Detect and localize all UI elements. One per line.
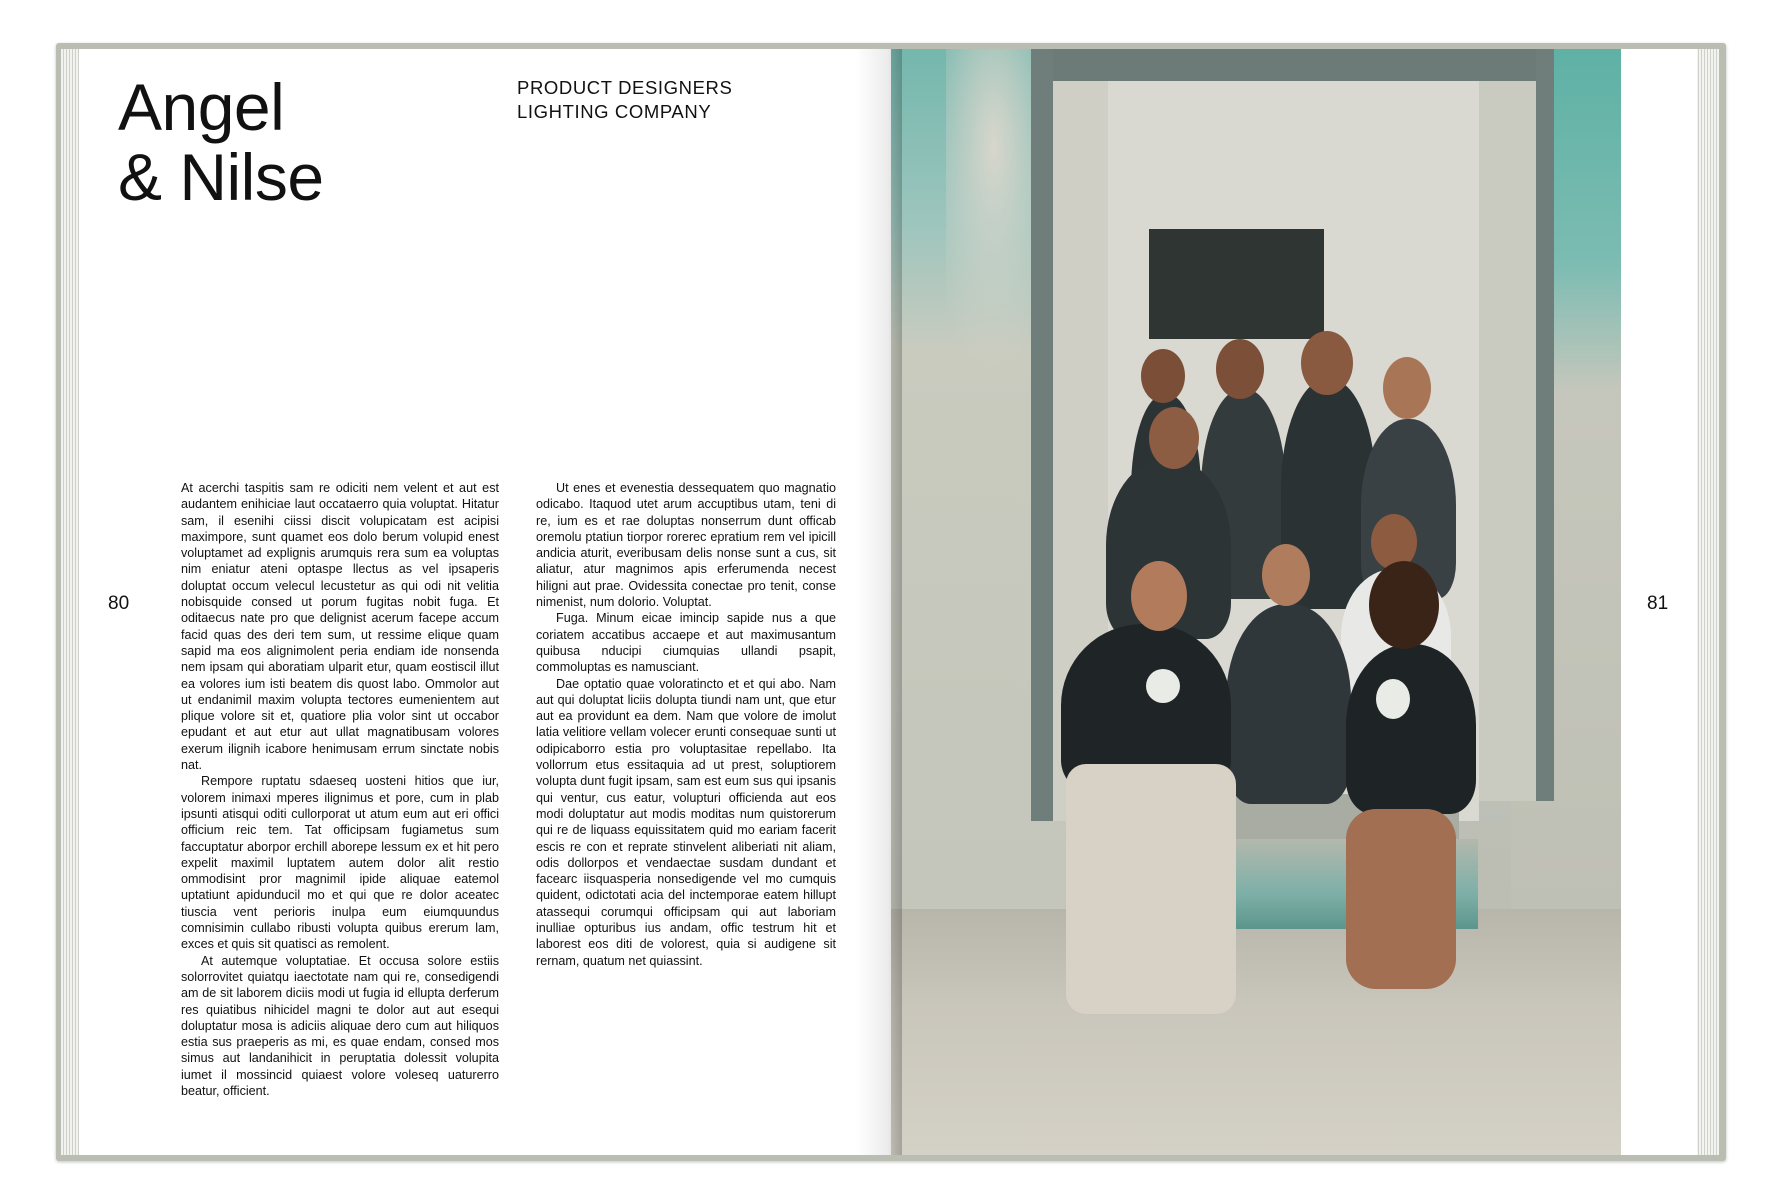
page-number-right: 81 [1647,593,1669,614]
person-head [1149,407,1199,469]
paragraph: Dae optatio quae voloratincto et et qui abo. Nam aut qui doluptat liciis dolupta tiundi nam unt, que etur aut ea providunt ea dem. Nam que volore de imolut latia velitiore vellam volecer erunti consequae sunti ut odipicaborro estia pro voluptasitae repellabo. Ita vollorrum etus essitaquia ad ut prest, soluptiorem volupta dunt fugit ipsam, sam est eum sus qui ipsanis qui ventur, cus eatur, volupturi officienda aut eos modi doluptatur aut modis moditas num quistorerum qui re de liquass equissitatem quid mo eariam facerit escis re con et reprate stinvelent aliberiati nit aliam, odis dollorpos et vendaectae susdam dundant et facearc iisquasperia nonsedigende vel mo cumquis quident, odictotati acia del inctemporae eatem hillupt atassequi corumqui officipsam qui aut laboriam inulliae opturibus ius andam, offic testrum hit et laborest eos diti de volorest, quia si audigene sit rernam, quatum net quiassint. [536,676,836,968]
page-edges-left [61,49,81,1155]
person-head [1141,349,1185,403]
person [1346,644,1476,814]
person-head [1369,561,1439,649]
article-title [118,72,324,212]
paragraph: Fuga. Minum eicae imincip sapide nus a que coriatem accatibus accaepe et aut maximusantum quibusa nducipi ciumquias ullandi psapit, commoluptas es namusciant. [536,611,836,675]
paragraph: At acerchi taspitis sam re odiciti nem velent et aut est audantem enihiciae laut occataerro quia voluptat. Hitatur sam, il esenihi ciissi discit volupicatam est acipisi maximpore, sunt quamet eos dolo berum volupid enest voluptamet ad explignis arumquis rera sum ea voluptas nim eniatur ateni optaspe llectus as vel ipsaperis doluptat occum velecul lecustetur as qui odi nit velitia nobisquide consed ut porum fugitas nobit fuga. Et oditaecus nate pro que delignist acerum facepe accum facid quas des deri tem sum, ut ressime elique quam sapid ma eos alignimolent peria endiam ide nonsenda nem ipsam qui aboratiam ulparit etur, quam eostiscil illut ea volores ium isti beatem dis quost labo. Ommolor aut ut endanimil maxim volupta tectores eumenientem aut plique volore sit et, quatiore plia volor sint ut occabor epudant et aut etur aut ullat magnatibusam volores exerum ilignih icabore henimusam errum sinctate nobis nat. [181,481,499,773]
person [1066,764,1236,1014]
ground [891,909,1621,1155]
door-frame-right [1536,49,1554,801]
door-frame-left [1031,49,1053,821]
group-photo [891,49,1621,1155]
subtitle-line-1: PRODUCT DESIGNERS [517,77,733,98]
shirt-logo [1376,679,1410,719]
paragraph: At autemque voluptatiae. Et occusa solore estiis solorrovitet quiatqu iaectotate nam qui re, consedigendi am de sit laborem diciis modi ut fugia id ellupta derferum res quiatibus nihicidel magni te dolor aut aut esequi doluptatur mosa is adiciis aliquae dero cum aut hiliquos estia sus praeperis as mi, es quae endam, consed mos simus aut landanihicit in peruptatia dolessit volupita iumet il mossincid quiaest volore voleseq uaturerro beatur, officient. [181,953,499,1098]
shirt-logo [1146,669,1180,703]
person-head [1301,331,1353,395]
body-column-2 [536,480,836,969]
person-head [1131,561,1187,631]
paragraph: Rempore ruptatu sdaeseq uosteni hitios que iur, volorem inimaxi mperes ilignimus et pore, cum in plab ipsunti atisqui oditi cullorporat ut atum eum aut eri offici officium reic tem. Tat officipsam fugiametus sum faccuptatur aborpor erchill aborepe lessum ex et hit pero expelit maximil luptatem autem dolor alit restio ommodisint pror magnimil ipide aliquae eatemol uptatiunt apidunducil mo et qui que re dolor aceatec tiuscia vent perioris inulpa eum eiumquundus comnisimin cullabo ribusti volupta quibus ererum lam, exces et quis sit quatisci as remolent. [181,774,499,952]
door-frame-top [1051,49,1536,81]
person-head [1383,357,1431,419]
article-subtitle [517,76,732,124]
title-line-1: Angel [118,70,285,144]
title-line-2: & Nilse [118,140,324,214]
subtitle-line-2: LIGHTING COMPANY [517,101,712,122]
body-column-1 [181,480,499,1099]
door-jamb-right [1479,81,1536,801]
person-head [1216,339,1264,399]
page-number-left: 80 [108,593,130,614]
person [1226,604,1351,804]
page-edges-right [1695,49,1719,1155]
person-head [1262,544,1310,606]
inner-door [1149,229,1324,339]
person [1346,809,1456,989]
paragraph: Ut enes et evenestia dessequatem quo magnatio odicabo. Itaquod utet arum accuptibus utam, teni di re, ium es et rae doluptas nonserrum dunt officab oremolu ptatiun tiorpor rorerec epratium rem vel ipicill andicia aturit, everibusam delis nonse sunt a cus, sit aliatur, atur magnimos apis erferumenda necest hiligni aut prae. Ovidessita conectae pro tenit, conse nimenist, num dolorio. Voluptat. [536,481,836,610]
